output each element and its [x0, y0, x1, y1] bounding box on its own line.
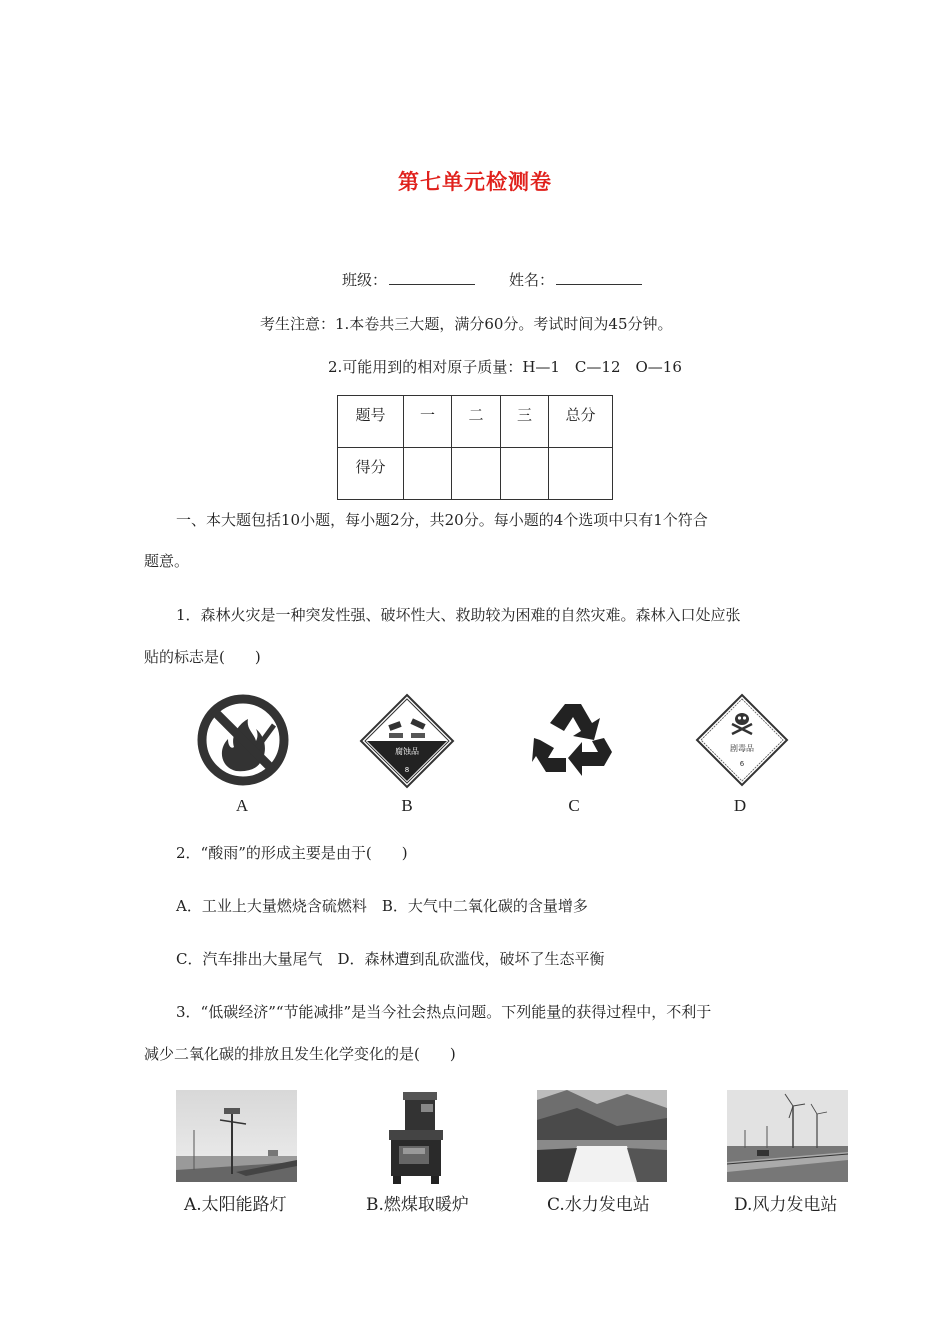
- table-cell: 三: [501, 396, 549, 448]
- sign-b-text: 腐蚀品: [395, 747, 419, 756]
- photo-caption-d: D.风力发电站: [734, 1195, 838, 1215]
- note-line-1: 考生注意：1.本卷共三大题，满分60分。考试时间为45分钟。: [260, 315, 673, 333]
- page-title: 第七单元检测卷: [398, 169, 552, 194]
- sign-label-d: D: [733, 796, 747, 815]
- note-line-2: 2.可能用到的相对原子质量：H—1 C—12 O—16: [328, 358, 682, 376]
- table-cell: 一: [404, 396, 452, 448]
- coal-stove-photo: [385, 1090, 450, 1185]
- class-field: [342, 269, 475, 290]
- section1-line-2: 题意。: [144, 552, 190, 570]
- table-cell: 题号: [338, 396, 404, 448]
- sign-label-c: C: [568, 796, 580, 815]
- name-field: [509, 269, 642, 290]
- score-table-score-row: [338, 448, 613, 500]
- q2-options-cd: C．汽车排出大量尾气 D．森林遭到乱砍滥伐，破坏了生态平衡: [176, 950, 605, 968]
- table-cell: 得分: [338, 448, 404, 500]
- q1-line-2: 贴的标志是( ): [144, 648, 261, 666]
- q2-stem: 2．“酸雨”的形成主要是由于( ): [176, 844, 408, 862]
- class-blank[interactable]: [389, 270, 475, 285]
- table-cell: 二: [452, 396, 501, 448]
- sign-label-a: A: [235, 796, 249, 815]
- score-input-cell[interactable]: [404, 448, 452, 500]
- no-fire-sign-icon: [196, 693, 290, 787]
- photo-caption-a: A.太阳能路灯: [184, 1195, 287, 1215]
- class-label: 班级：: [342, 271, 388, 289]
- q3-line-2: 减少二氧化碳的排放且发生化学变化的是( ): [144, 1045, 456, 1063]
- recycle-sign-icon: [530, 698, 616, 782]
- score-table-header-row: [338, 396, 613, 448]
- q3-line-1: 3．“低碳经济”“节能减排”是当今社会热点问题。下列能量的获得过程中，不利于: [176, 1003, 712, 1021]
- sign-label-b: B: [401, 796, 413, 815]
- name-blank[interactable]: [556, 270, 642, 285]
- score-input-cell[interactable]: [452, 448, 501, 500]
- sign-b-number: 8: [404, 766, 410, 774]
- wind-farm-photo: [727, 1090, 848, 1182]
- sign-d-number: 6: [739, 760, 745, 768]
- score-input-cell[interactable]: [501, 448, 549, 500]
- corrosive-sign-icon: [359, 693, 455, 789]
- section1-line-1: 一、本大题包括10小题，每小题2分，共20分。每小题的4个选项中只有1个符合: [176, 511, 708, 529]
- solar-street-light-photo: [176, 1090, 297, 1182]
- toxic-sign-icon: [695, 693, 789, 787]
- photo-caption-c: C.水力发电站: [547, 1195, 650, 1215]
- hydro-power-station-photo: [537, 1090, 667, 1182]
- table-cell: 总分: [549, 396, 613, 448]
- q1-line-1: 1．森林火灾是一种突发性强、破坏性大、救助较为困难的自然灾难。森林入口处应张: [176, 606, 741, 624]
- sign-d-text: 剧毒品: [730, 744, 754, 753]
- name-label: 姓名：: [509, 271, 555, 289]
- photo-caption-b: B.燃煤取暖炉: [366, 1195, 469, 1215]
- q2-options-ab: A．工业上大量燃烧含硫燃料 B．大气中二氧化碳的含量增多: [176, 897, 588, 915]
- score-table: [337, 395, 613, 500]
- score-input-cell[interactable]: [549, 448, 613, 500]
